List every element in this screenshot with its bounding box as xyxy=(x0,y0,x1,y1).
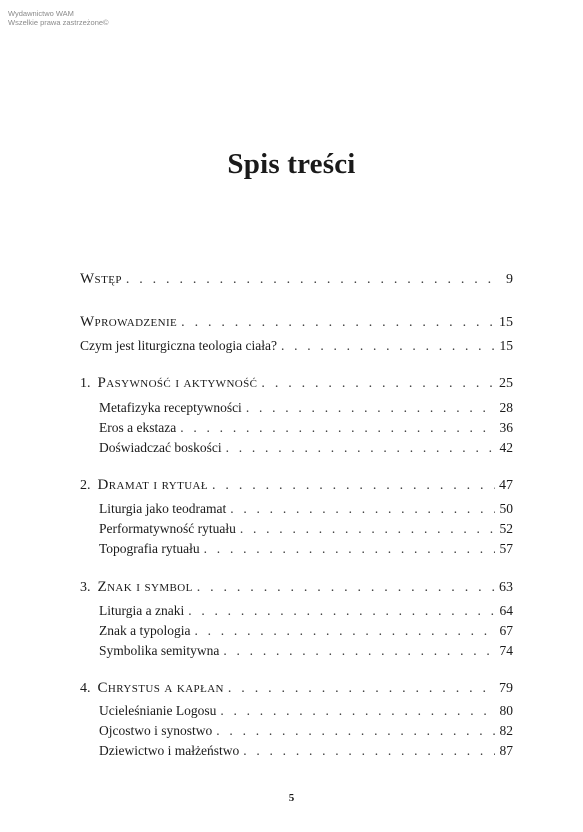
toc-entry xyxy=(99,500,513,518)
toc-entry-title: Czym jest liturgiczna teologia ciała? xyxy=(80,338,277,353)
toc-page-number: 57 xyxy=(499,541,513,556)
toc-entry xyxy=(99,439,513,457)
toc-entry-title: Ucieleśnianie Logosu xyxy=(99,703,217,718)
toc-entry xyxy=(99,399,513,417)
toc-page-number: 80 xyxy=(499,703,513,718)
toc-entry-title: Performatywność rytuału xyxy=(99,521,236,536)
dot-leader xyxy=(216,722,495,740)
toc-entry xyxy=(80,313,513,332)
toc-entry xyxy=(99,742,513,760)
toc-page-number: 47 xyxy=(499,478,513,493)
toc-entry xyxy=(80,679,513,698)
toc-entry-title: Znak a typologia xyxy=(99,623,191,638)
toc-entry xyxy=(99,642,513,660)
toc-page-number: 36 xyxy=(499,420,513,435)
toc-entry xyxy=(80,337,513,355)
toc-entry-title: Dramat i rytuał xyxy=(97,477,209,493)
dot-leader xyxy=(188,602,495,620)
toc-entry-title: Symbolika semitywna xyxy=(99,643,220,658)
toc-page-number: 63 xyxy=(499,580,513,595)
toc-entry-title: Znak i symbol xyxy=(97,579,193,595)
watermark-copyright: Wszelkie prawa zastrzeżone© xyxy=(8,18,109,27)
toc-page-number: 67 xyxy=(499,623,513,638)
toc-page-number: 15 xyxy=(499,338,513,353)
dot-leader xyxy=(261,375,495,393)
toc-chapter-number: 3. xyxy=(80,580,91,595)
toc-entry-title: Chrystus a kapłan xyxy=(97,680,224,696)
dot-leader xyxy=(228,680,495,698)
toc-entry xyxy=(80,476,513,495)
toc-page-number: 82 xyxy=(499,723,513,738)
dot-leader xyxy=(281,337,495,355)
toc-entry-title: Pasywność i aktywność xyxy=(97,375,258,391)
toc-chapter-number: 4. xyxy=(80,681,91,696)
toc-page-number: 64 xyxy=(499,603,513,618)
toc-entry-title: Doświadczać boskości xyxy=(99,440,222,455)
dot-leader xyxy=(223,642,495,660)
dot-leader xyxy=(126,271,495,289)
toc-entry-title: Wprowadzenie xyxy=(80,314,178,330)
toc-page-number: 87 xyxy=(499,743,513,758)
toc-entry-title: Ojcostwo i synostwo xyxy=(99,723,213,738)
toc-page-number: 25 xyxy=(499,376,513,391)
toc-entry xyxy=(99,722,513,740)
toc-entry xyxy=(80,374,513,393)
toc-entry xyxy=(99,520,513,538)
toc-entry xyxy=(99,540,513,558)
toc-entry-title: Metafizyka receptywności xyxy=(99,400,242,415)
dot-leader xyxy=(226,439,495,457)
toc-page-number: 42 xyxy=(499,440,513,455)
dot-leader xyxy=(212,477,495,495)
toc-entry-title: Dziewictwo i małżeństwo xyxy=(99,743,240,758)
toc-entry-title: Eros a ekstaza xyxy=(99,420,177,435)
watermark-publisher: Wydawnictwo WAM xyxy=(8,9,74,18)
dot-leader xyxy=(180,419,495,437)
dot-leader xyxy=(230,500,495,518)
toc-entry-title: Wstęp xyxy=(80,271,122,287)
toc-entry xyxy=(80,270,513,289)
toc-entry-title: Topografia rytuału xyxy=(99,541,200,556)
toc-page-number: 52 xyxy=(499,521,513,536)
page-number: 5 xyxy=(288,792,295,804)
toc-entry xyxy=(99,419,513,437)
toc-page-number: 74 xyxy=(499,643,513,658)
toc-entry xyxy=(99,602,513,620)
dot-leader xyxy=(243,742,495,760)
toc-entry xyxy=(99,702,513,720)
toc-page-number: 28 xyxy=(499,400,513,415)
toc-entry-title: Liturgia jako teodramat xyxy=(99,501,227,516)
watermark xyxy=(8,9,109,27)
toc-page-number: 79 xyxy=(499,681,513,696)
dot-leader xyxy=(204,540,495,558)
dot-leader xyxy=(246,399,495,417)
toc-page-number: 15 xyxy=(499,315,513,330)
page-title: Spis treści xyxy=(227,148,356,180)
toc-page-number: 9 xyxy=(506,272,513,287)
dot-leader xyxy=(197,579,495,597)
toc-page-number: 50 xyxy=(499,501,513,516)
dot-leader xyxy=(181,314,495,332)
toc-entry xyxy=(80,578,513,597)
dot-leader xyxy=(220,702,495,720)
toc-chapter-number: 1. xyxy=(80,376,91,391)
toc-entry xyxy=(99,622,513,640)
toc-chapter-number: 2. xyxy=(80,478,91,493)
dot-leader xyxy=(194,622,495,640)
toc-entry-title: Liturgia a znaki xyxy=(99,603,185,618)
dot-leader xyxy=(240,520,495,538)
